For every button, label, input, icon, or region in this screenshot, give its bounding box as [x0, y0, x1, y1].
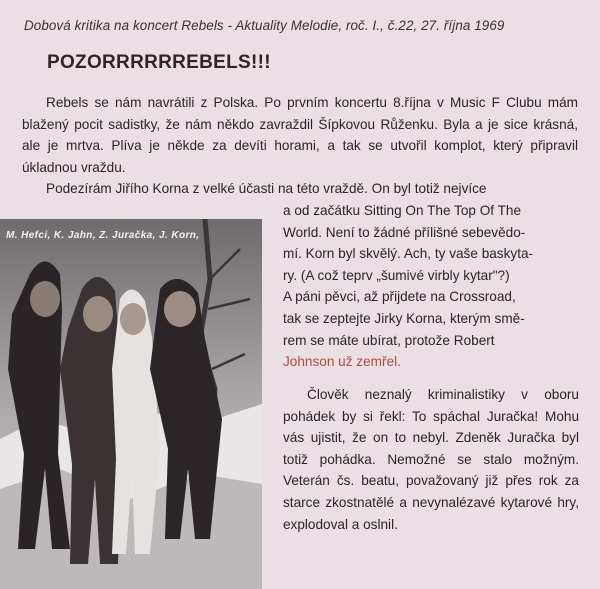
- paragraph-line: A páni pěvci, až přijdete na Crossroad,: [283, 289, 516, 305]
- paragraph-line: tak se zeptejte Jirky Korna, kterým smě-: [283, 310, 525, 326]
- photo-caption: M. Hefci, K. Jahn, Z. Juračka, J. Korn,: [6, 230, 200, 241]
- paragraph-line: World. Není to žádné přílišné sebevědo-: [283, 224, 526, 240]
- article-title: POZORRRRRREBELS!!!: [47, 52, 271, 73]
- paragraph-line: a od začátku Sitting On The Top Of The: [283, 203, 522, 218]
- paragraph-2-body: [283, 200, 579, 373]
- paragraph-2-intro: Podezírám Jiřího Korna z velké účasti na této vraždě. On byl totiž nejvíce: [46, 181, 487, 196]
- paragraph-line: mí. Korn byl skvělý. Ach, ty vaše baskyta-: [283, 246, 534, 262]
- highlighted-line: Johnson už zemřel.: [283, 354, 401, 370]
- paragraph-1: Rebels se nám navrátili z Polska. Po prvním koncertu 8.října v Music F Clubu mám blažený pocit sadistky, že nám někdo zavraždil Šípkovou Růženku. Byla a je sice krásná, ale je mrtva. Plíva je někde za devíti horami, a tak se utvořil komplot, který připravil úkladnou vraždu.: [22, 95, 578, 175]
- band-photo-image: [0, 219, 262, 589]
- paragraph-3: Člověk neznalý kriminalistiky v oboru pohádek by si řekl: To spáchal Juračka! Mohu vás ujistit, že on to nebyl. Zdeněk Juračka byl totiž pohádka. Nemožné se stalo možným. Veterán čs. beatu, považovaný již přes rok za starce zkostnatělé a nevynalézavé kytarové hry, explodoval a oslnil.: [283, 387, 579, 532]
- source-header: Dobová kritika na koncert Rebels - Aktuality Melodie, roč. I., č.22, 27. října 1969: [24, 18, 505, 33]
- band-photo: [0, 219, 262, 589]
- paragraph-line: ry. (A což teprv „šumivé virbly kytar"?): [283, 267, 510, 283]
- paragraph-line: rem se máte ubírat, protože Robert: [283, 332, 495, 348]
